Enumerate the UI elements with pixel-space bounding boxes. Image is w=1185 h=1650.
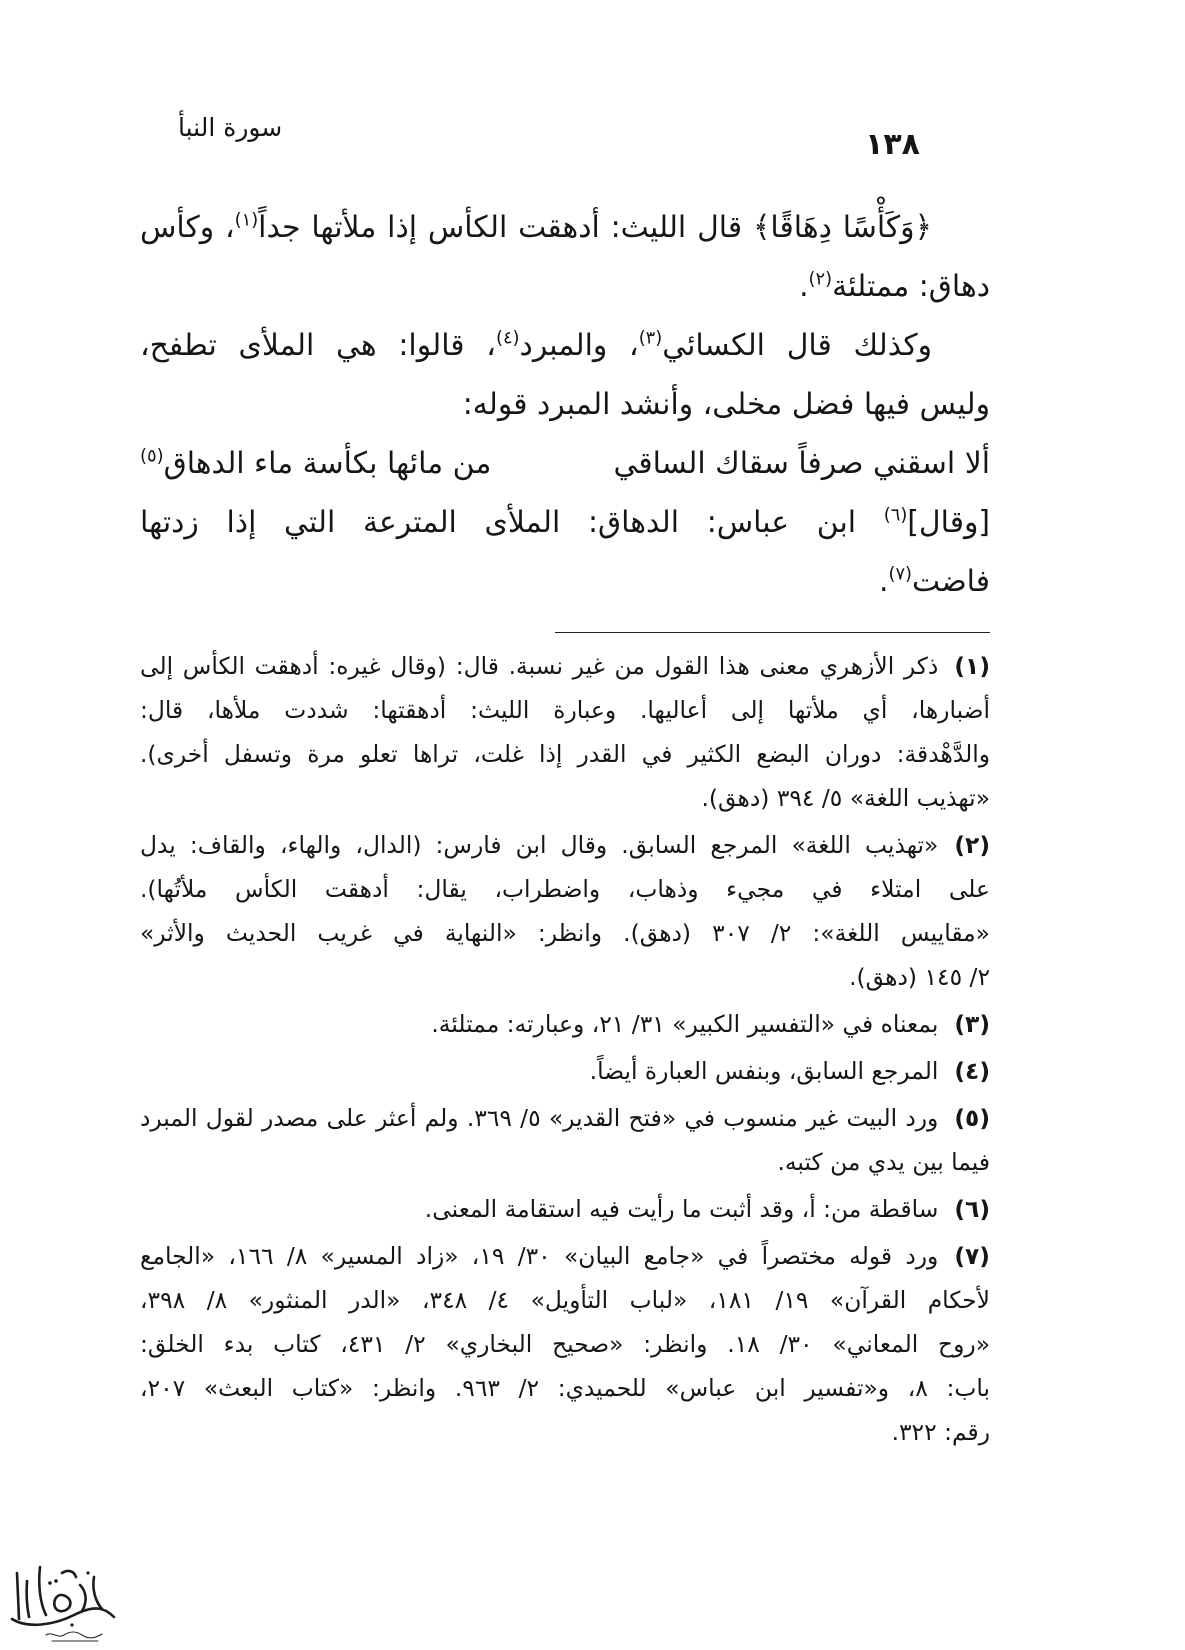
footnote-number: (١)	[954, 652, 990, 680]
footnote-line: لأحكام القرآن» ١٩/ ١٨١، «لباب التأويل» ٤/ ٣٤٨، «الدر المنثور» ٨/ ٣٩٨،	[140, 1286, 990, 1314]
footnote-ref: (٧)	[888, 563, 913, 585]
footnote-ref: (٣)	[638, 327, 663, 349]
footnote-ref: (٥)	[140, 445, 164, 467]
main-text	[140, 198, 990, 611]
verse-second-hemistich: من مائها بكأسة ماء الدهاق$^{(٥)}$	[140, 445, 492, 481]
footnote-text: المرجع السابق، وبنفس العبارة أيضاً.	[589, 1057, 939, 1085]
footnote-number: (٥)	[954, 1104, 991, 1132]
footnote-number: (٦)	[954, 1195, 990, 1223]
footnote-line: باب: ٨، و«تفسير ابن عباس» للحميدي: ٢/ ٩٦٣. وانظر: «كتاب البعث» ٢٠٧،	[140, 1374, 990, 1402]
page-number: ١٣٨	[865, 127, 920, 162]
footnote-line	[140, 1234, 990, 1278]
footnote-number: (٣)	[954, 1010, 990, 1038]
footnote-line: «روح المعاني» ٣٠/ ١٨. وانظر: «صحيح البخاري» ٢/ ٤٣١، كتاب بدء الخلق:	[140, 1330, 990, 1358]
main-text-line: فاضت$^{(٧)}$.	[878, 563, 990, 599]
footnote-6	[140, 1187, 990, 1231]
footnote-number: (٢)	[954, 831, 990, 859]
footnote-line: على امتلاء في مجيء وذهاب، واضطراب، يقال: أدهقت الكأس ملأتُها).	[140, 875, 990, 903]
footnote-text: «تهذيب اللغة» المرجع السابق. وقال ابن فارس: (الدال، والهاء، والقاف: يدل	[140, 831, 939, 859]
footnote-text: ورد قوله مختصراً في «جامع البيان» ٣٠/ ١٩، «زاد المسير» ٨/ ١٦٦، «الجامع	[140, 1242, 939, 1270]
footnote-ref: (٤)	[495, 327, 520, 349]
main-text-line: وليس فيها فضل مخلى، وأنشد المبرد قوله:	[462, 387, 990, 422]
footnote-number: (٤)	[954, 1057, 990, 1085]
main-text-line: وكذلك قال الكسائي$^{(٣)}$، والمبرد$^{(٤)}$، قالوا: هي الملأى تطفح،	[140, 327, 932, 363]
footnote-ref: (١)	[234, 209, 259, 231]
footnote-5	[140, 1096, 990, 1184]
footnote-text: ذكر الأزهري معنى هذا القول من غير نسبة. قال: (وقال غيره: أدهقت الكأس إلى	[140, 652, 939, 680]
main-text-line: ﴿وَكَأْسًا دِهَاقًا﴾ قال الليث: أدهقت الكأس إذا ملأتها جداً$^{(١)}$، وكأس	[140, 209, 932, 245]
footnote-text: بمعناه في «التفسير الكبير» ٣١/ ٢١، وعبارته: ممتلئة.	[431, 1010, 939, 1038]
main-text-line: [وقال]$^{(٦)}$ ابن عباس: الدهاق: الملأى المترعة التي إذا زدتها	[140, 504, 990, 540]
footnote-line: والدَّهْدقة: دوران البضع الكثير في القدر إذا غلت، تراها تعلو مرة وتسفل أخرى).	[140, 740, 990, 768]
footnote-3	[140, 1002, 990, 1046]
footnote-line: أضبارها، أي ملأتها إلى أعاليها. وعبارة الليث: أدهقتها: شددت ملأها، قال:	[140, 696, 990, 724]
footnote-4	[140, 1049, 990, 1093]
watermark-logo	[2, 1555, 120, 1647]
verse-first-hemistich: ألا اسقني صرفاً سقاك الساقي	[613, 446, 990, 481]
surah-title: سورة النبأ	[178, 113, 283, 142]
footnote-line: فيما بين يدي من كتبه.	[777, 1148, 990, 1176]
footnote-text: ساقطة من: أ، وقد أثبت ما رأيت فيه استقامة المعنى.	[424, 1195, 939, 1223]
footnote-line: ٢/ ١٤٥ (دهق).	[849, 963, 990, 991]
footnote-line	[140, 1002, 990, 1046]
footnote-line	[140, 1187, 990, 1231]
footnotes	[140, 644, 990, 1457]
footnote-ref: (٦)	[883, 504, 908, 526]
footnote-number: (٧)	[954, 1242, 990, 1270]
footnote-7	[140, 1234, 990, 1454]
footnote-line	[140, 1096, 990, 1140]
footnote-line	[140, 644, 990, 688]
footnote-2	[140, 823, 990, 999]
footnote-line: «مقاييس اللغة»: ٢/ ٣٠٧ (دهق). وانظر: «النهاية في غريب الحديث والأثر»	[140, 919, 990, 947]
footnote-separator	[555, 632, 990, 633]
footnote-line: رقم: ٣٢٢.	[891, 1418, 990, 1446]
main-text-line: دهاق: ممتلئة$^{(٢)}$.	[799, 268, 990, 304]
footnote-1	[140, 644, 990, 820]
footnote-line: «تهذيب اللغة» ٥/ ٣٩٤ (دهق).	[701, 784, 990, 812]
footnote-line	[140, 823, 990, 867]
poetry-verse	[140, 434, 990, 493]
footnote-text: ورد البيت غير منسوب في «فتح القدير» ٥/ ٣٦٩. ولم أعثر على مصدر لقول المبرد	[140, 1104, 939, 1132]
footnote-ref: (٢)	[808, 268, 833, 290]
footnote-line	[140, 1049, 990, 1093]
